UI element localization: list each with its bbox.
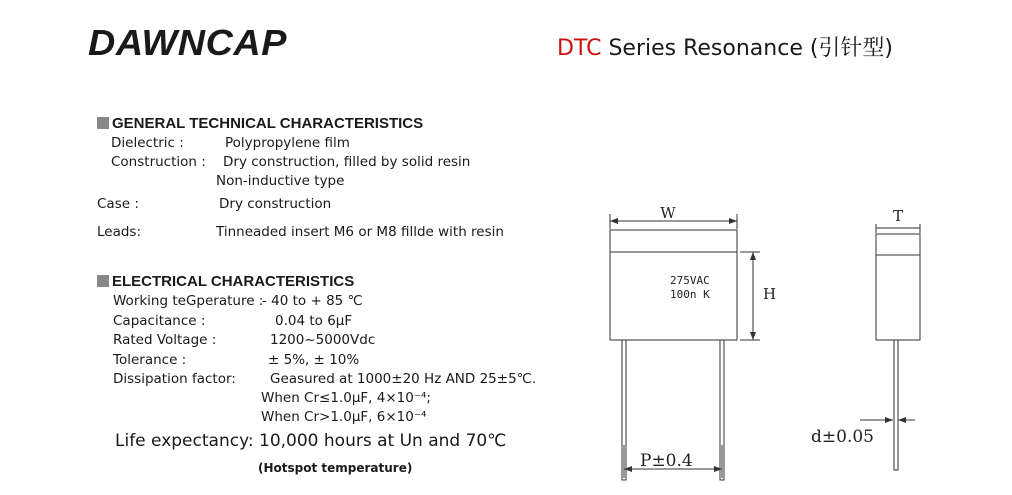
rated-voltage-label: Rated Voltage : [113, 332, 217, 348]
dissipation-when-2: When Cr>1.0μF, 6×10⁻⁴ [261, 409, 427, 425]
dissipation-when-1: When Cr≤1.0μF, 4×10⁻⁴; [261, 390, 431, 406]
electrical-section-title: ELECTRICAL CHARACTERISTICS [97, 273, 354, 290]
w-arrow-left [610, 218, 618, 224]
life-expectancy: Life expectancy: 10,000 hours at Un and 70℃ [115, 431, 507, 451]
construction-value-1: Dry construction, filled by solid resin [223, 154, 471, 170]
general-section-title: GENERAL TECHNICAL CHARACTERISTICS [97, 115, 423, 132]
series-title: Series Resonance (引针型) [601, 36, 894, 61]
d-arrow-left [885, 417, 893, 423]
case-label: Case : [97, 196, 139, 212]
tolerance-label: Tolerance : [113, 352, 187, 368]
w-label: W [660, 204, 676, 222]
hotspot-note: (Hotspot temperature) [258, 461, 413, 475]
dissipation-value: Geasured at 1000±20 Hz AND 25±5℃. [270, 371, 537, 387]
d-arrow-right [898, 417, 906, 423]
case-value: Dry construction [219, 196, 332, 212]
dielectric-label: Dielectric : [111, 135, 184, 151]
h-label: H [763, 285, 777, 303]
marking-line-1: 275VAC [670, 274, 710, 287]
tolerance-value: ± 5%, ± 10% [268, 352, 360, 368]
t-label: T [892, 207, 904, 225]
d-label: d±0.05 [811, 427, 874, 447]
dissipation-label: Dissipation factor: [113, 371, 236, 387]
capacitor-body-side [876, 234, 920, 340]
p-arrow-left [624, 466, 632, 472]
rated-voltage-value: 1200~5000Vdc [270, 332, 376, 348]
p-label: P±0.4 [640, 451, 693, 471]
construction-label: Construction : [111, 154, 206, 170]
leads-value: Tinneaded insert M6 or M8 fillde with resin [216, 224, 504, 240]
temperature-value: - 40 to + 85 ℃ [262, 293, 363, 309]
h-arrow-bottom [750, 332, 756, 340]
w-arrow-right [729, 218, 737, 224]
h-arrow-top [750, 252, 756, 260]
capacitance-label: Capacitance : [113, 313, 206, 329]
p-arrow-right [714, 466, 722, 472]
side-lead [894, 340, 898, 470]
series-code: DTC [557, 36, 602, 61]
construction-value-2: Non-inductive type [216, 173, 345, 189]
brand-logo: DAWNCAP [88, 22, 287, 63]
dielectric-value: Polypropylene film [225, 135, 350, 151]
temperature-label: Working teGperature : [113, 293, 264, 309]
marking-line-2: 100n K [670, 288, 710, 301]
capacitance-value: 0.04 to 6μF [275, 313, 353, 329]
leads-label: Leads: [97, 224, 142, 240]
